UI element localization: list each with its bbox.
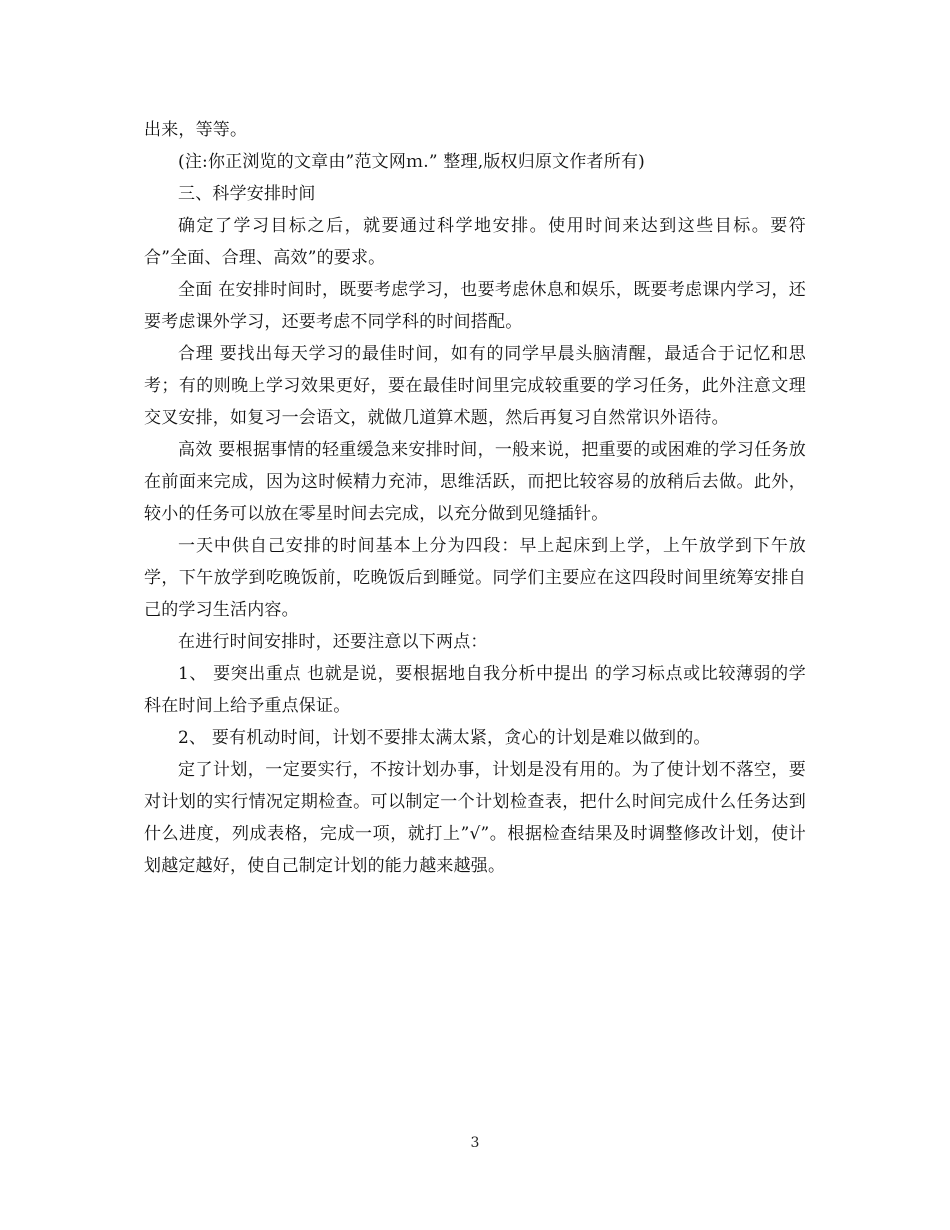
document-body [144,114,806,882]
list-item: 1、 要突出重点 也就是说，要根据地自我分析中提出 的学习标点或比较薄弱的学科在时间上给予重点保证。 [144,664,806,716]
paragraph-continuation: 出来，等等。 [144,120,248,140]
paragraph: 高效 要根据事情的轻重缓急来安排时间，一般来说，把重要的或困难的学习任务放在前面来完成，因为这时候精力充沛，思维活跃，而把比较容易的放稍后去做。此外，较小的任务可以放在零星时间去完成，以充分做到见缝插针。 [144,440,806,524]
list-item: 2、 要有机动时间，计划不要排太满太紧，贪心的计划是难以做到的。 [178,728,711,748]
paragraph: 全面 在安排时间时，既要考虑学习，也要考虑休息和娱乐，既要考虑课内学习，还要考虑课外学习，还要考虑不同学科的时间搭配。 [144,280,806,332]
paragraph: 一天中供自己安排的时间基本上分为四段：早上起床到上学，上午放学到下午放学，下午放学到吃晚饭前，吃晚饭后到睡觉。同学们主要应在这四段时间里统筹安排自己的学习生活内容。 [144,536,806,620]
paragraph: 定了计划，一定要实行，不按计划办事，计划是没有用的。为了使计划不落空，要对计划的实行情况定期检查。可以制定一个计划检查表，把什么时间完成什么任务达到什么进度，列成表格，完成一项，就打上”√”。根据检查结果及时调整修改计划，使计划越定越好，使自己制定计划的能力越来越强。 [144,760,806,876]
paragraph: 确定了学习目标之后，就要通过科学地安排。使用时间来达到这些目标。要符合”全面、合理、高效”的要求。 [144,216,806,268]
section-heading: 三、科学安排时间 [178,184,316,204]
page-number: 3 [470,1135,480,1151]
paragraph: 合理 要找出每天学习的最佳时间，如有的同学早晨头脑清醒，最适合于记忆和思考；有的则晚上学习效果更好，要在最佳时间里完成较重要的学习任务，此外注意文理交叉安排，如复习一会语文，就做几道算术题，然后再复习自然常识外语待。 [144,344,806,428]
paragraph-source-note: (注:你正浏览的文章由”范文网ｍ.” 整理,版权归原文作者所有) [178,152,645,172]
paragraph: 在进行时间安排时，还要注意以下两点： [178,632,488,652]
